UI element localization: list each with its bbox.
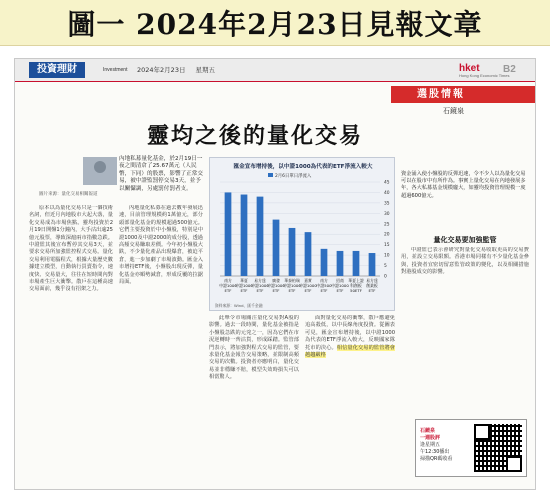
chart-svg: [210, 158, 396, 312]
x-category-label: 南方中證1000 ETF: [219, 278, 237, 293]
body-column-1: [29, 205, 113, 485]
x-category-label: 華夏中證1000 ETF: [235, 278, 253, 293]
chart-bar: [321, 249, 328, 276]
column-banner: 選股情報: [391, 86, 536, 103]
headline: 靈均之後的量化交易: [146, 123, 363, 149]
qr-code[interactable]: [474, 424, 522, 472]
body-column-2: [119, 205, 203, 485]
chart-bar: [353, 251, 360, 276]
body-column-3-text: 此舉令市場關注量化交易對A股的影響。過去一段時間，量化基金被指是小盤股急跌的元兇之一，因為它們在市況逆轉時一齊沽貨，形成踩踏。監管部門表示，將加強對程式交易的監管，要求量化基金報告交易策略，並限制高頻交易的次數。投資者亦應明白，量化交易並非穩賺不賠，模型失效時損失可以相當驚人。: [209, 315, 299, 381]
masthead-divider: [15, 81, 536, 82]
section-subhead: 量化交易要加強監管: [433, 236, 497, 244]
ad-line-5: 掃描QR碼收看: [420, 456, 453, 462]
body-column-2-text: 內地量化私募在過去數年發展迅速，目前管理規模約1萬億元，部分頭部量化基金的規模超過500億元。它們主要投資於中小盤股，特別是中證1000及中證2000的成分股，透過高頻交易賺取差價。今年初小盤股大跌，不少量化產品出現爆倉，被迫平倉，進一步加劇了市場波動。匯金入市增持ETF後，小盤股出現反彈，量化基金亦順勢減倉，形成反覆的拉鋸局面。: [119, 205, 203, 286]
x-category-label: 嘉實中證1000 ETF: [299, 278, 317, 293]
lead-caption: 圖片來源：量化交易相關報道: [39, 192, 98, 197]
chart-subtitle: 2月6日單日淨流入: [275, 174, 312, 179]
ad-line-1: 石鏡泉: [420, 428, 436, 434]
chart-legend: [268, 172, 312, 179]
body-column-4-text: [305, 315, 395, 359]
ad-text: [420, 428, 472, 463]
body-column-4-main: 面對量化交易的衝擊，散戶應避免追高殺低，以中長線角度投資。從圖表可見，匯金宣布增持後，以中證1000為代表的ETF淨流入較大，反映國家隊托市的決心。: [305, 315, 395, 351]
x-category-label: 南方中證500 ETF: [316, 278, 332, 293]
x-category-label: 廣發中證1000 ETF: [267, 278, 285, 293]
x-category-label: 招商中證1000 ETF: [331, 278, 349, 293]
y-tick-label: 25: [384, 222, 390, 228]
hket-logo: hket: [459, 63, 480, 74]
right-column-intro: 資金涌入使小盤股的反彈迅速，令不少人以為量化交易可以在股市中有所作為。事實上量化交易在內地發展多年，各大私募基金規模龐大，如靈均投資管理規模一度超過600億元。: [401, 171, 526, 199]
y-tick-label: 20: [384, 232, 390, 238]
etf-inflow-chart: [209, 157, 395, 311]
x-category-label: 華泰柏瑞中證1000 ETF: [283, 278, 301, 293]
chart-bar: [305, 232, 312, 276]
issue-weekday: 星期五: [195, 66, 216, 74]
section-label-en: Investment: [103, 67, 128, 73]
chart-source: 資料來源：Wind、匯千金融: [215, 303, 263, 308]
newspaper-clipping: [14, 58, 536, 490]
y-tick-label: 40: [384, 190, 390, 196]
masthead: [15, 59, 536, 81]
body-column-3: [209, 315, 299, 485]
ad-line-4: 午12:30播出: [420, 449, 450, 455]
author-name: 石鏡泉: [443, 107, 464, 115]
banner-title: 圖一 2024年2月23日見報文章: [67, 7, 483, 41]
ad-line-3: 逢星期五: [420, 442, 441, 448]
y-tick-label: 15: [384, 243, 390, 249]
chart-bar: [337, 251, 344, 276]
page-number: B2: [503, 64, 516, 75]
issue-date-text: 2024年2月23日: [137, 66, 186, 74]
body-column-4: [305, 315, 395, 485]
y-tick-label: 10: [384, 253, 390, 259]
chart-bar: [369, 253, 376, 276]
x-category-label: 易方達中證1000 ETF: [251, 278, 269, 293]
show-ad: [415, 419, 527, 477]
y-tick-label: 45: [384, 180, 390, 186]
x-category-label: 易方達創業板 ETF: [366, 278, 378, 293]
author-photo: [83, 157, 117, 185]
chart-bar: [289, 228, 296, 276]
chart-bar: [241, 195, 248, 276]
chart-bar: [225, 192, 232, 276]
body-column-5: [401, 247, 529, 413]
chart-bar: [273, 220, 280, 276]
chart-bar: [257, 197, 264, 276]
y-tick-label: 30: [384, 211, 390, 217]
y-tick-label: 35: [384, 201, 390, 207]
x-category-label: 華夏上證科創板 50ETF: [348, 278, 364, 293]
section-label: 投資理財: [29, 62, 85, 78]
issue-date: [137, 65, 215, 74]
hket-logo-subtitle: Hong Kong Economic Times: [459, 73, 510, 78]
y-tick-label: 0: [384, 274, 387, 280]
ad-line-2: 一週股評: [420, 435, 441, 441]
lead-paragraph: 內地私募量化基金，於2月19日一夜之間清倉了25.67萬元（人民幣，下同）的股票，影響了正常交易，被中證監罰停交易3天，並予以關懾調，另處罰付罰者支。: [119, 156, 203, 192]
y-tick-label: 5: [384, 264, 387, 270]
highlighted-sentence: 相信量化交易的監管將會越趨嚴格: [305, 344, 395, 359]
body-column-5-text: 中證監已表示會研究對量化交易收取更高的交易費用，並設立交易限額。香港市場同樣有不少量化基金參與，投資者宜密切留意監管政策的變化，以及相關措施對港股成交的影響。: [401, 247, 529, 276]
body-column-1-text: 原本以為量化交易只是一個技術名詞，但近月內地股市大起大落，量化交易成為市場焦點。靈均投資於2月19日開盤1分鐘內，大手沽出逾25億元股票，導致深滬兩市指數急跌。中證監其後宣布暫停其交易3天，並要求交易所加強監控程式交易。量化交易利用電腦程式，根據大量歷史數據建立模型，自動執行買賣指令，速度快、交易量大，往往在短時間內對市場產生巨大衝擊。散戶在這種高速交易面前，幾乎沒有招架之力。: [29, 205, 113, 293]
article-banner: [0, 0, 550, 46]
chart-title: 匯金宣布增持後，以中證1000為代表的ETF淨流入較大: [233, 164, 373, 170]
legend-swatch: [268, 173, 273, 177]
